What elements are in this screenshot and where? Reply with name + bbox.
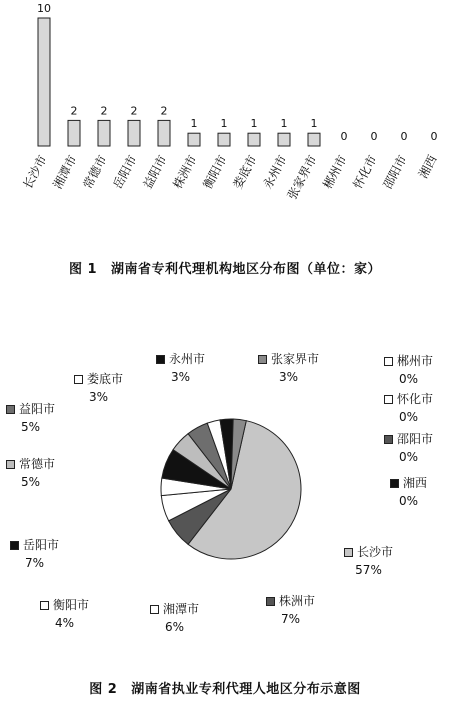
legend-swatch (384, 435, 393, 444)
bar-衡阳市 (218, 133, 230, 146)
pie-label-张家界市 (258, 350, 319, 386)
bar-value-label: 0 (400, 130, 408, 143)
pie-label-岳阳市 (10, 536, 59, 572)
slice-percent: 5% (20, 475, 41, 489)
legend-swatch (390, 479, 399, 488)
pie-label-郴州市 (384, 352, 433, 388)
slice-percent: 6% (164, 620, 185, 634)
pie-chart-caption (0, 678, 450, 697)
pie-slice-衡阳市 (161, 478, 231, 496)
category-label: 永州市 (260, 152, 290, 192)
bar-value-label: 0 (340, 130, 348, 143)
pie-slice-益阳市 (188, 423, 231, 489)
bar-value-label: 2 (130, 104, 138, 118)
pie-label-衡阳市 (40, 596, 89, 632)
bar-长沙市 (38, 18, 50, 146)
pie-label-永州市 (156, 350, 205, 386)
bar-value-label: 2 (70, 104, 78, 118)
slice-name: 长沙市 (357, 545, 394, 559)
bar-娄底市 (248, 133, 260, 146)
bar-value-label: 2 (160, 104, 168, 118)
slice-name: 怀化市 (397, 392, 434, 406)
pie-slice-湘潭市 (161, 489, 231, 521)
bar-value-label: 0 (430, 130, 438, 143)
category-label: 常德市 (80, 152, 110, 192)
slice-percent: 3% (170, 370, 191, 384)
slice-name: 永州市 (169, 352, 206, 366)
legend-swatch (6, 405, 15, 414)
pie-label-长沙市 (344, 543, 393, 579)
pie-label-株洲市 (266, 592, 315, 628)
bar-chart-title: 湖南省专利代理机构地区分布图（单位：家） (111, 262, 382, 277)
slice-percent: 0% (398, 494, 419, 508)
slice-name: 邵阳市 (397, 432, 434, 446)
slice-percent: 57% (355, 563, 382, 577)
slice-percent: 0% (398, 372, 419, 386)
slice-name: 郴州市 (397, 354, 434, 368)
pie-label-娄底市 (74, 370, 123, 406)
legend-swatch (384, 395, 393, 404)
bar-永州市 (278, 133, 290, 146)
category-label: 长沙市 (20, 152, 50, 192)
category-label: 湘西 (416, 152, 440, 181)
bar-value-label: 1 (280, 117, 288, 131)
category-label: 衡阳市 (200, 152, 230, 192)
bar-value-label: 1 (310, 117, 318, 131)
pie-slice-永州市 (220, 419, 233, 489)
category-label: 怀化市 (350, 152, 380, 192)
pie-label-湘潭市 (150, 600, 199, 636)
slice-name: 娄底市 (87, 372, 124, 386)
bar-湘潭市 (68, 120, 80, 146)
bar-value-label: 1 (190, 117, 198, 131)
legend-swatch (384, 357, 393, 366)
pie-label-怀化市 (384, 390, 433, 426)
bar-岳阳市 (128, 120, 140, 146)
category-label: 娄底市 (230, 152, 260, 192)
pie-slice-株洲市 (169, 489, 231, 544)
bar-张家界市 (308, 133, 320, 146)
pie-chart-title: 湖南省执业专利代理人地区分布示意图 (131, 682, 361, 697)
legend-swatch (266, 597, 275, 606)
pie-slice-长沙市 (188, 421, 301, 559)
category-label: 邵阳市 (380, 152, 410, 192)
slice-name: 湘西 (403, 476, 428, 490)
slice-percent: 7% (24, 556, 45, 570)
slice-percent: 5% (20, 420, 41, 434)
category-label: 株洲市 (170, 152, 200, 192)
bar-株洲市 (188, 133, 200, 146)
legend-swatch (6, 460, 15, 469)
slice-name: 湘潭市 (163, 602, 200, 616)
pie-label-常德市 (6, 455, 55, 491)
pie-slice-岳阳市 (162, 450, 231, 489)
legend-swatch (40, 601, 49, 610)
bar-chart-caption-number: 图 1 (68, 262, 98, 277)
category-label: 岳阳市 (110, 152, 140, 192)
slice-name: 益阳市 (19, 402, 56, 416)
slice-name: 常德市 (19, 457, 56, 471)
bar-常德市 (98, 120, 110, 146)
pie-label-湘西 (390, 474, 427, 510)
category-label: 郴州市 (320, 152, 350, 192)
slice-name: 张家界市 (271, 352, 320, 366)
pie-slice-常德市 (173, 434, 231, 489)
slice-percent: 7% (280, 612, 301, 626)
slice-percent: 3% (88, 390, 109, 404)
pie-label-邵阳市 (384, 430, 433, 466)
legend-swatch (156, 355, 165, 364)
bar-value-label: 10 (37, 2, 51, 15)
pie-slice-张家界市 (231, 419, 246, 489)
legend-swatch (10, 541, 19, 550)
category-label: 张家界市 (284, 152, 320, 202)
slice-name: 衡阳市 (53, 598, 90, 612)
pie-slice-娄底市 (207, 420, 231, 489)
bar-value-label: 0 (370, 130, 378, 143)
legend-swatch (150, 605, 159, 614)
slice-name: 株洲市 (279, 594, 316, 608)
legend-swatch (344, 548, 353, 557)
legend-swatch (258, 355, 267, 364)
bar-value-label: 1 (250, 117, 258, 131)
category-label: 湘潭市 (50, 152, 80, 192)
legend-swatch (74, 375, 83, 384)
slice-percent: 0% (398, 450, 419, 464)
bar-chart-caption (0, 258, 450, 277)
bar-chart (0, 0, 450, 290)
category-label: 益阳市 (140, 152, 170, 192)
pie-chart-caption-number: 图 2 (89, 682, 118, 697)
slice-name: 岳阳市 (23, 538, 60, 552)
bar-value-label: 2 (100, 104, 108, 118)
slice-percent: 4% (54, 616, 75, 630)
bar-益阳市 (158, 120, 170, 146)
bar-value-label: 1 (220, 117, 228, 131)
slice-percent: 3% (278, 370, 299, 384)
slice-percent: 0% (398, 410, 419, 424)
pie-label-益阳市 (6, 400, 55, 436)
